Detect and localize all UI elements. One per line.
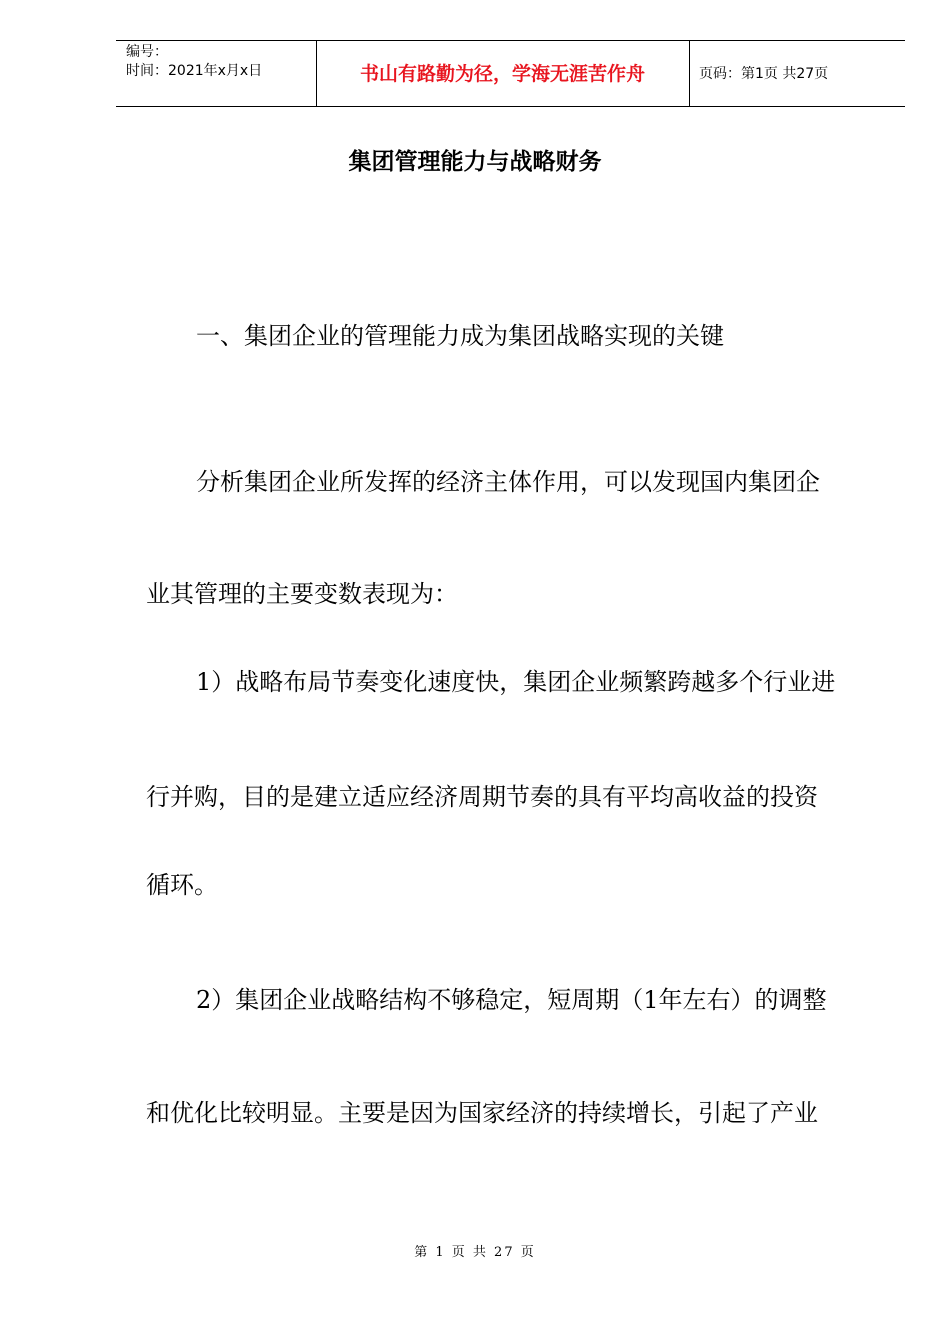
header-meta [126,43,316,81]
header-page-info: 页码：第1页 共27页 [699,66,829,82]
paragraph-line: 2）集团企业战略结构不够稳定，短周期（1年左右）的调整 [196,986,827,1014]
document-title: 集团管理能力与战略财务 [348,149,602,175]
paragraph-line: 循环。 [146,871,218,899]
header-divider-right [689,41,690,106]
paragraph-line: 1）战略布局节奏变化速度快，集团企业频繁跨越多个行业进 [196,668,836,696]
header-motto: 书山有路勤为径，学海无涯苦作舟 [359,63,645,85]
header-id-label: 编号： [126,44,168,60]
paragraph-line: 行并购，目的是建立适应经济周期节奏的具有平均高收益的投资 [146,783,818,811]
header-date: 时间：2021年x月x日 [126,63,263,79]
section-heading: 一、集团企业的管理能力成为集团战略实现的关键 [196,322,724,350]
document-header [116,40,905,107]
paragraph-line: 业其管理的主要变数表现为： [146,580,458,608]
paragraph-line: 和优化比较明显。主要是因为国家经济的持续增长，引起了产业 [146,1099,818,1127]
page-footer: 第 1 页 共 27 页 [414,1245,536,1260]
paragraph-line: 分析集团企业所发挥的经济主体作用，可以发现国内集团企 [196,468,820,496]
